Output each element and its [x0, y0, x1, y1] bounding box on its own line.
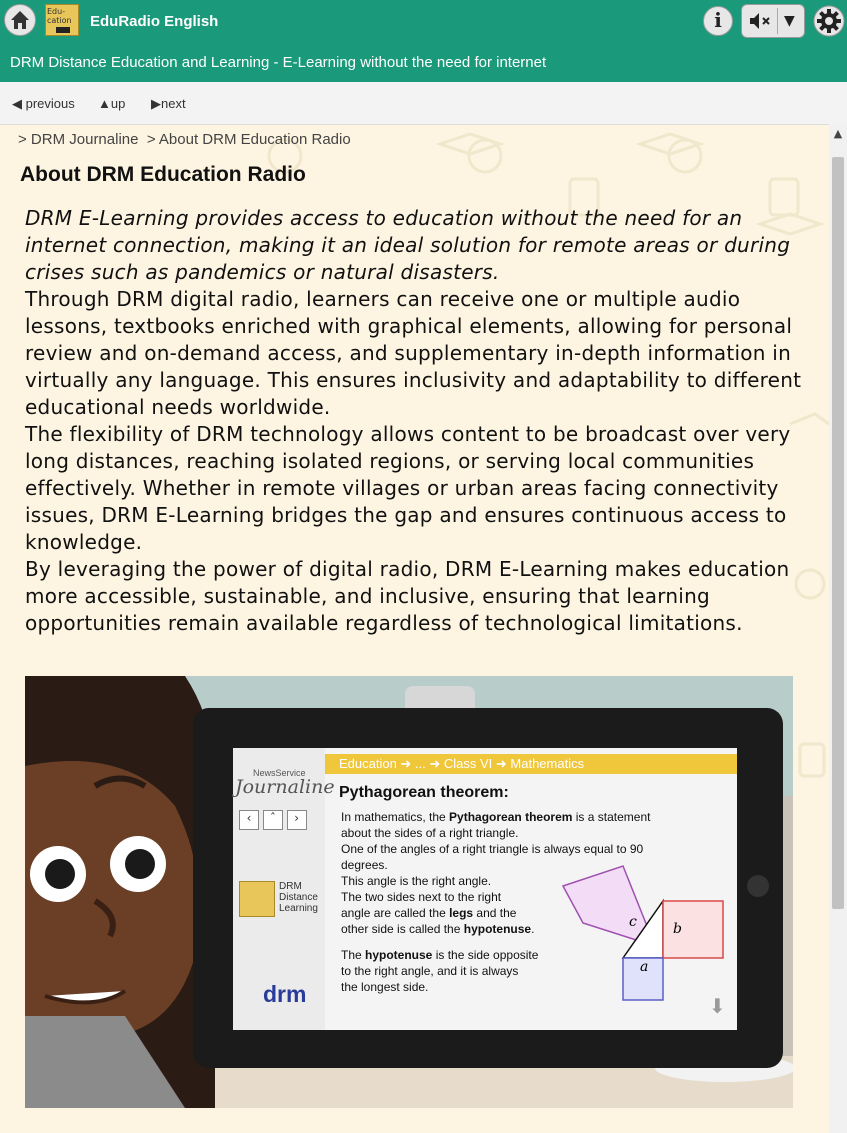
- home-button[interactable]: [4, 4, 36, 36]
- next-button[interactable]: [151, 96, 186, 112]
- breadcrumb-item-current: > About DRM Education Radio: [146, 131, 351, 148]
- article-paragraph: DRM E-Learning provides access to education without the need for an internet connection, making it an ideal solution for remote areas or during crises such as pandemics or natural disasters.: [25, 206, 791, 284]
- label-b: b: [673, 921, 682, 937]
- slide-line: This angle is the right angle.: [341, 874, 492, 888]
- drm-distance-learning-label: [279, 881, 318, 914]
- previous-label: previous: [25, 96, 75, 111]
- drm-label-line: DRM: [279, 881, 302, 892]
- slide-line: angle are called the legs and the: [341, 906, 517, 920]
- speaker-muted-icon: [748, 11, 774, 31]
- drm-label-line: Learning: [279, 903, 318, 914]
- arrow-right-icon: ▶: [151, 96, 161, 111]
- breadcrumb: [18, 131, 351, 148]
- slide-up-icon: ˆ: [263, 810, 283, 830]
- slide-title: Pythagorean theorem:: [339, 784, 509, 801]
- slide-forward-icon: ›: [287, 810, 307, 830]
- up-button[interactable]: [98, 96, 125, 111]
- app-subtitle: DRM Distance Education and Learning - E-Learning without the need for internet: [10, 54, 547, 71]
- app-title: EduRadio English: [90, 13, 219, 30]
- breadcrumb-item-journaline[interactable]: > DRM Journaline: [18, 131, 139, 148]
- education-logo: [45, 4, 79, 36]
- slide-line: the longest side.: [341, 980, 429, 994]
- slide-line: In mathematics, the Pythagorean theorem is a statement: [341, 810, 651, 824]
- illustration-image: [25, 676, 793, 1108]
- drm-logo: drm: [263, 981, 307, 1007]
- home-icon: [5, 5, 35, 35]
- slide-line: to the right angle, and it is always: [341, 964, 519, 978]
- article-body: [25, 205, 815, 637]
- slide-line: The hypotenuse is the side opposite: [341, 948, 539, 962]
- slide-line: The two sides next to the right: [341, 890, 502, 904]
- article-paragraph: The flexibility of DRM technology allows content to be broadcast over very long distances, reaching isolated regions, or serving local communities effectively. Whether in remote villages or urban areas facing connectivity issues, DRM E-Learning bridges the gap and ensures continuous access to knowledge.: [25, 422, 791, 554]
- app-header: [0, 0, 847, 82]
- slide-line: about the sides of a right triangle.: [341, 826, 519, 840]
- page-title: About DRM Education Radio: [20, 163, 306, 186]
- info-icon: i: [714, 8, 722, 32]
- scrollbar-thumb[interactable]: [832, 157, 844, 909]
- logo-text: Edu-cation: [47, 7, 72, 25]
- drm-label-line: Distance: [279, 892, 318, 903]
- article-paragraph: Through DRM digital radio, learners can receive one or multiple audio lessons, textbooks enriched with graphical elements, allowing for personal review and on-demand access, and supplementary in-depth information in virtually any language. This ensures inclusivity and adaptability to different educational needs worldwide.: [25, 287, 802, 419]
- previous-button[interactable]: [12, 96, 75, 112]
- up-label: up: [110, 96, 126, 111]
- navigation-bar: [0, 82, 847, 125]
- slide-back-icon: ‹: [239, 810, 259, 830]
- mute-divider: [777, 8, 778, 34]
- mute-button[interactable]: [741, 4, 805, 38]
- slide-breadcrumb: Education ➜ ... ➜ Class VI ➜ Mathematics: [339, 756, 585, 771]
- article-paragraph: By leveraging the power of digital radio, DRM E-Learning makes education more accessible, sustainable, and inclusive, ensuring that learning opportunities remain available regardless of technological limitations.: [25, 557, 790, 635]
- arrow-up-icon: ▲: [98, 96, 111, 111]
- chevron-down-icon[interactable]: ▼: [784, 13, 795, 29]
- gear-icon[interactable]: [813, 5, 845, 37]
- graduation-cap-icon: [56, 27, 70, 33]
- slide-education-logo: [239, 881, 275, 917]
- arrow-left-icon: ◀: [12, 96, 22, 111]
- slide-nav-buttons: [239, 810, 307, 830]
- slide-down-arrow-icon: ⬇: [709, 994, 726, 1018]
- label-c: c: [629, 914, 637, 930]
- journaline-brand: Journaline: [235, 776, 335, 798]
- slide-line: other side is called the hypotenuse.: [341, 922, 535, 936]
- slide-line: One of the angles of a right triangle is always equal to 90: [341, 842, 644, 856]
- label-a: a: [640, 959, 649, 975]
- slide-line: degrees.: [341, 858, 388, 872]
- info-button[interactable]: [703, 6, 733, 36]
- pythagoras-diagram: [560, 861, 740, 1011]
- scroll-up-icon[interactable]: ▲: [833, 127, 843, 140]
- journaline-brand-top: NewsService: [253, 768, 306, 778]
- next-label: next: [161, 96, 186, 111]
